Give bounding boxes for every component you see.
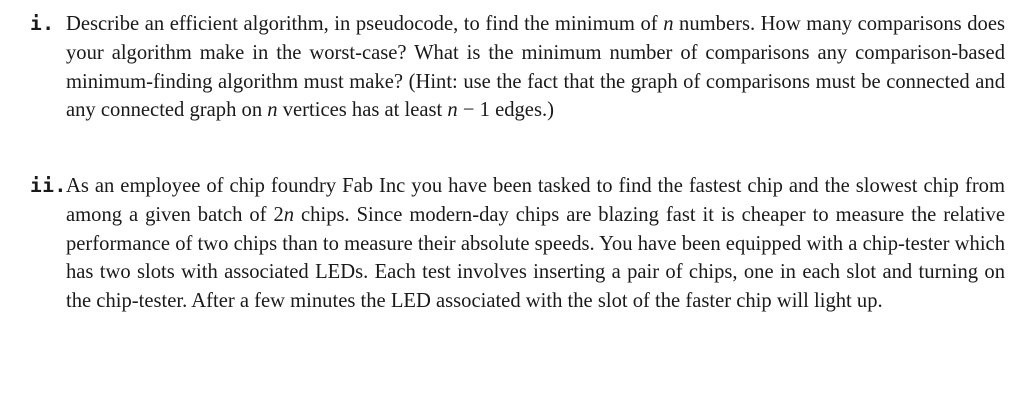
problem-part-i <box>30 10 1005 125</box>
text-segment: As an employee of chip foundry Fab Inc you have been tasked to find the fastest chip and the slowest chip from among a given batch of 2 <box>66 175 1005 226</box>
part-marker-ii: ii. <box>30 174 67 197</box>
problem-text-i <box>66 10 1005 125</box>
part-marker-i: i. <box>30 12 55 35</box>
problem-text-ii <box>66 172 1005 316</box>
text-segment: vertices has at least <box>277 99 448 122</box>
text-segment: numbers. How many comparisons does your algorithm make in the worst-case? What is the minimum number of comparisons any comparison-based minimum-finding algorithm must make? (Hint: use the fact that the graph of comparisons must be connected and any connected graph on <box>66 13 1006 122</box>
text-segment: Describe an efficient algorithm, in pseudocode, to find the minimum of <box>66 13 664 35</box>
math-variable-n: n <box>283 203 295 226</box>
math-variable-n: n <box>663 13 674 35</box>
text-segment: chips. Since modern-day chips are blazing fast it is cheaper to measure the relative performance of two chips than to measure their absolute speeds. You have been equipped with a chip-tester which has two slots with associated LEDs. Each test involves inserting a pair of chips, one in each slot and turning on the chip-tester. After a few minutes the LED associated with the slot of the faster chip will light up. <box>66 203 1005 313</box>
problem-part-ii <box>30 172 1005 316</box>
math-variable-n: n <box>447 99 458 122</box>
math-variable-n: n <box>267 99 278 122</box>
text-segment: − 1 edges.) <box>457 99 554 122</box>
